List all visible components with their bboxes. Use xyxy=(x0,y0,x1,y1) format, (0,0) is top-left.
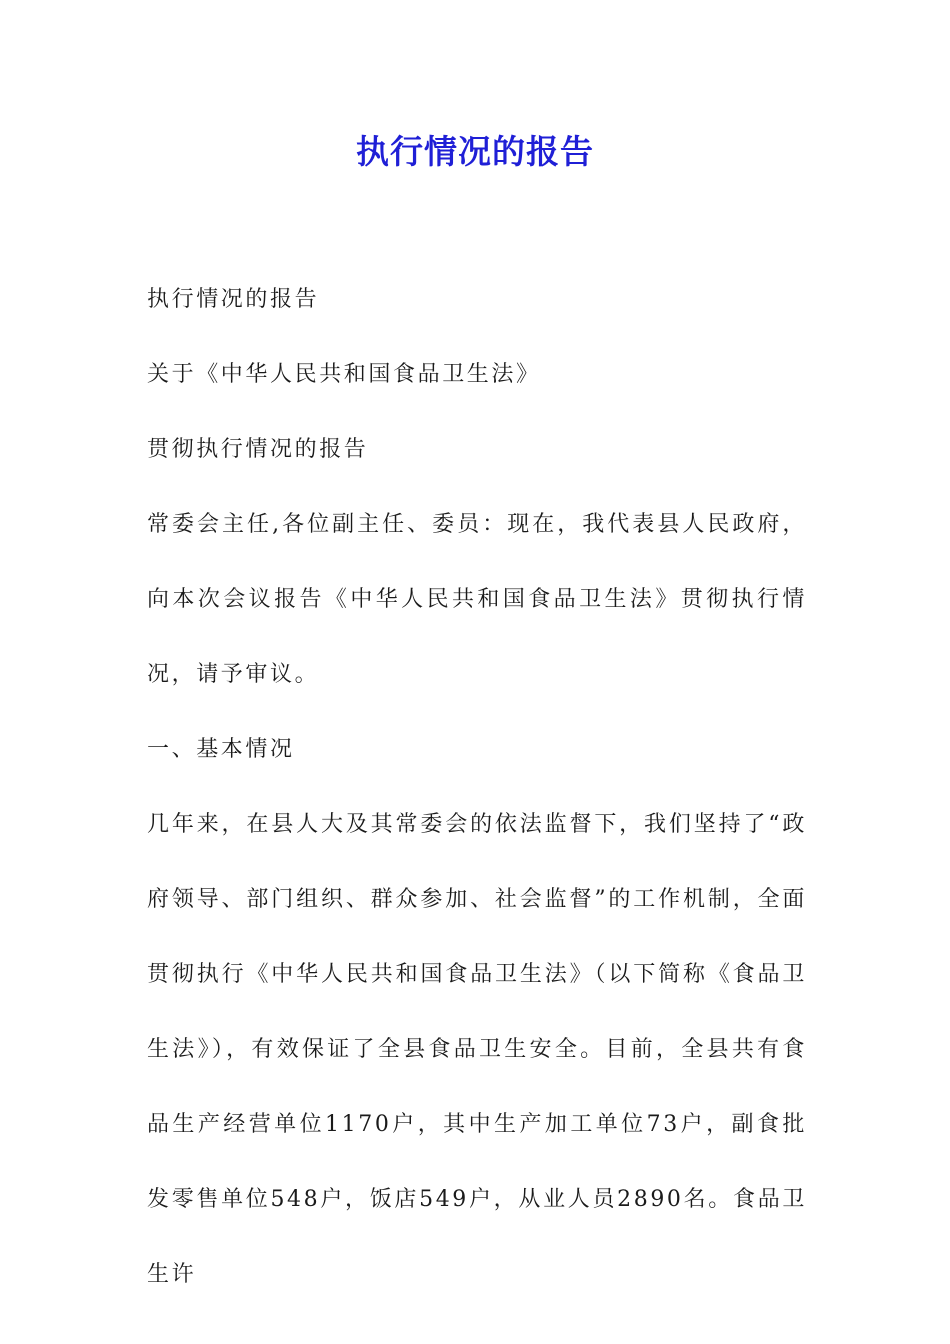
paragraph-subtitle-line-1: 关于《中华人民共和国食品卫生法》 xyxy=(147,362,541,387)
paragraph-subtitle-line-2: 贯彻执行情况的报告 xyxy=(147,437,369,462)
paragraph-basic-situation: 几年来，在县人大及其常委会的依法监督下，我们坚持了“政府领导、部门组织、群众参加、社会监督”的工作机制，全面贯彻执行《中华人民共和国食品卫生法》（以下简称《食品卫生法》），有效保证了全县食品卫生安全。目前，全县共有食品生产经营单位1170户，其中生产加工单位73户，副食批发零售单位548户，饭店549户，从业人员2890名。食品卫生许 xyxy=(147,812,807,1287)
document-body xyxy=(147,262,807,1312)
paragraph-heading: 执行情况的报告 xyxy=(147,287,320,312)
document-title: 执行情况的报告 xyxy=(356,132,594,171)
paragraph-salutation: 常委会主任,各位副主任、委员：现在，我代表县人民政府，向本次会议报告《中华人民共和国食品卫生法》贯彻执行情况，请予审议。 xyxy=(147,512,807,687)
section-heading-basic-situation: 一、基本情况 xyxy=(147,737,295,762)
